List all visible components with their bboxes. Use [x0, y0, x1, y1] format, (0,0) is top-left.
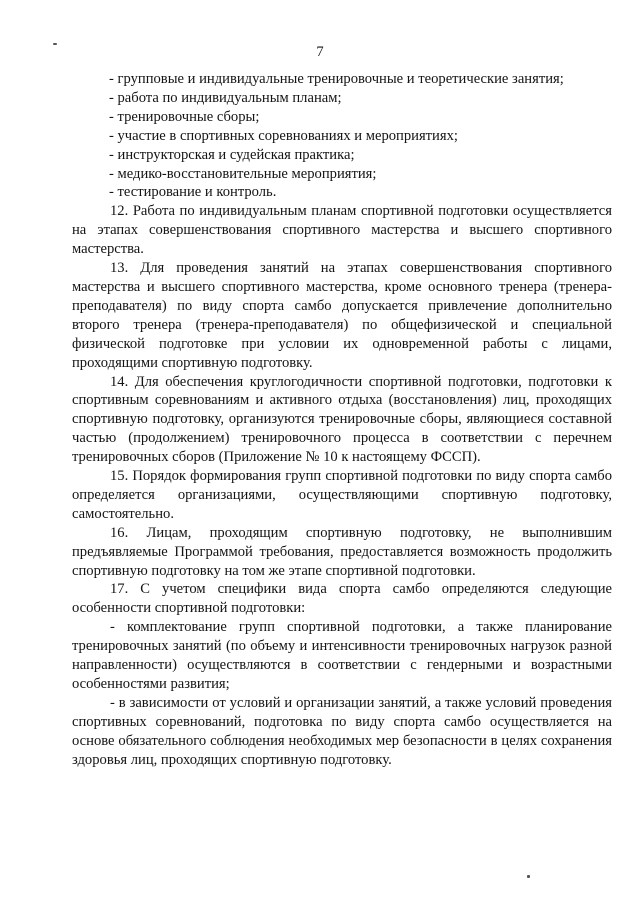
paragraph-12: 12. Работа по индивидуальным планам спортивной подготовки осуществляется на этапах совершенствования спортивного мастерства и высшего спортивного мастерства. [72, 203, 612, 258]
paragraph-17-item-2: - в зависимости от условий и организации занятий, а также условий проведения спортивных соревнований, подготовка по виду спорта самбо осуществляется на основе обязательного соблюдения необходимых мер безопасности в целях сохранения здоровья лиц, проходящих спортивную подготовку. [72, 694, 612, 768]
paragraph-14: 14. Для обеспечения круглогодичности спортивной подготовки, подготовки к спортивным соревнованиям и активного отдыха (восстановления) лиц, проходящих спортивную подготовку, организуются тренировочные сборы, являющиеся составной частью (продолжением) тренировочного процесса в соответствии с перечнем тренировочных сборов (Приложение № 10 к настоящему ФССП). [72, 373, 612, 466]
scan-speck [527, 875, 530, 878]
list-item: - тестирование и контроль. [109, 184, 277, 201]
paragraph-17: 17. С учетом специфики вида спорта самбо определяются следующие особенности спортивной подготовки: [72, 581, 612, 617]
list-item: - участие в спортивных соревнованиях и мероприятиях; [109, 127, 458, 144]
list-item: - инструкторская и судейская практика; [109, 146, 355, 163]
list-item: - медико-восстановительные мероприятия; [109, 165, 377, 182]
list-item: - работа по индивидуальным планам; [109, 89, 342, 106]
paragraph-17-item-1: - комплектование групп спортивной подготовки, а также планирование тренировочных занятий (по объему и интенсивности тренировочных нагрузок разной направленности) осуществляются в соответствии с гендерными и возрастными особенностями развития; [72, 619, 612, 692]
list-item: - тренировочные сборы; [109, 108, 260, 125]
paragraph-13: 13. Для проведения занятий на этапах совершенствования спортивного мастерства и высшего спортивного мастерства, кроме основного тренера (тренера-преподавателя) по виду спорта самбо допускается привлечение дополнительно второго тренера (тренера-преподавателя) по общефизической и специальной физической подготовке при условии их одновременной работы с лицами, проходящими спортивную подготовку. [72, 260, 612, 371]
page-number: 7 [316, 44, 324, 60]
document-body [72, 70, 612, 770]
paragraph-16: 16. Лицам, проходящим спортивную подготовку, не выполнившим предъявляемые Программой требования, предоставляется возможность продолжить спортивную подготовку на том же этапе спортивной подготовки. [72, 524, 612, 579]
paragraph-15: 15. Порядок формирования групп спортивной подготовки по виду спорта самбо определяется организациями, осуществляющими спортивную подготовку, самостоятельно. [72, 468, 612, 522]
list-item: - групповые и индивидуальные тренировочные и теоретические занятия; [109, 71, 564, 87]
